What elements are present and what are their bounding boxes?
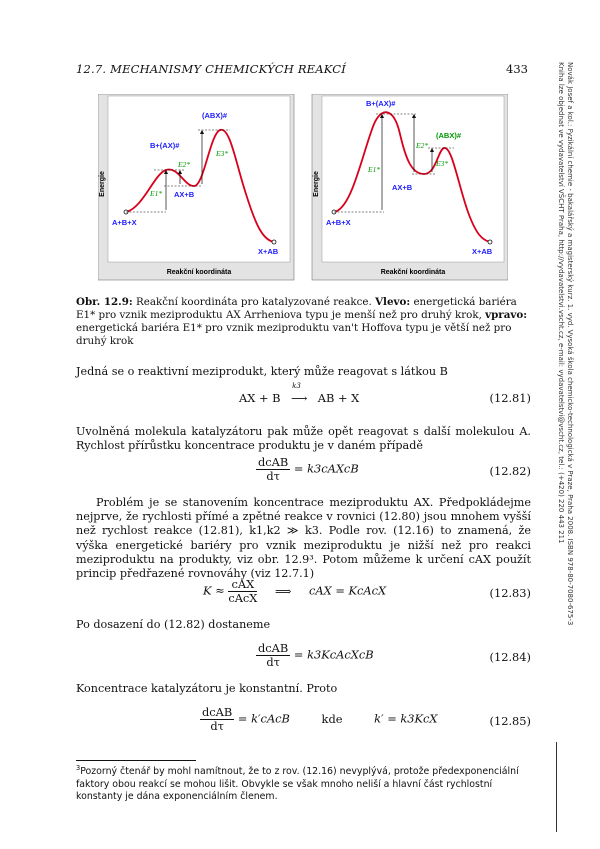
eq83-numerator: cAX <box>228 578 257 592</box>
eq82-denominator: dτ <box>266 469 280 483</box>
right-panel <box>312 94 508 280</box>
paragraph-5: Koncentrace katalyzátoru je konstantní. Proto <box>76 682 338 695</box>
caption-vlevo: Vlevo: <box>375 296 411 308</box>
sidebar-text <box>556 62 574 625</box>
eq82-number: (12.82) <box>489 464 531 478</box>
eq81-rhs: AB + X <box>317 391 360 405</box>
caption-label: Obr. 12.9: <box>76 296 133 308</box>
eq82-numerator: dcAB <box>258 455 289 469</box>
paragraph-4: Po dosazení do (12.82) dostaneme <box>76 618 271 631</box>
footnote-text: Pozorný čtenář by mohl namítnout, že to z rov. (12.16) nevyplývá, protože předexponenciální faktory obou reakcí se mohou lišit. Obvykle se však mnoho neliší a hlavní část rychlostní konstanty je dána exponenciálním členem. <box>76 766 519 802</box>
eq85-numerator: dcAB <box>202 705 233 719</box>
footnote <box>76 762 531 803</box>
paragraph-3: Problém je se stanovením koncentrace meziproduktu AX. Předpokládejme nejprve, že rychlosti přímé a zpětné reakce v rovnici (12.80) jsou mnohem vyšší než rychlost reakce (12.81), k1,k2 ≫ k3. Podle rov. (12.16) to znamená, že výška energetické bariéry pro vznik meziproduktu je nižší než pro reakci meziproduktu na produkty, viz obr. 12.9³. Potom můžeme k určení cAX použít princip předřazené rovnováhy (viz 12.7.1) <box>76 496 531 581</box>
left-panel <box>98 94 294 280</box>
sidebar-rule <box>556 742 557 832</box>
figure-caption <box>76 296 530 348</box>
equation-12-85 <box>76 706 531 736</box>
right-label-ts2: (ABX)# <box>436 131 462 140</box>
left-label-products: X+AB <box>258 247 279 256</box>
footnote-mark: 3 <box>76 764 81 772</box>
eq85-rhs2: k′ = k3KcX <box>374 711 438 726</box>
paragraph-2: Uvolněná molekula katalyzátoru pak může opět reagovat s další molekulou A. Rychlost přírůstku koncentrace produktu je v daném případě <box>76 425 531 453</box>
equation-12-82 <box>76 456 531 486</box>
eq85-number: (12.85) <box>489 714 531 728</box>
right-label-products: X+AB <box>472 247 493 256</box>
eq84-numerator: dcAB <box>258 641 289 655</box>
eq84-rhs: = k3KcAcXcB <box>293 647 374 662</box>
eq85-rhs: = k′cAcB <box>237 711 290 726</box>
left-label-ts2: (ABX)# <box>202 111 228 120</box>
right-label-reactants: A+B+X <box>326 218 351 227</box>
reaction-coordinate-diagrams <box>98 94 508 284</box>
right-y-axis-label: Energie <box>313 171 320 197</box>
eq83-implies: ⟹ <box>275 583 292 598</box>
eq85-denominator: dτ <box>210 719 224 733</box>
footnote-rule <box>76 760 196 761</box>
eq83-number: (12.83) <box>489 586 531 600</box>
page-number: 433 <box>506 62 528 76</box>
paragraph-1: Jedná se o reaktivní meziprodukt, který může reagovat s látkou B <box>76 365 448 378</box>
left-label-ts1: B+(AX)# <box>150 141 180 150</box>
caption-text-2: energetická bariéra E1* pro vznik meziproduktu AX Arrheniova typu je menší než pro druhý krok, <box>76 296 517 321</box>
eq81-rate-constant: k3 <box>292 382 301 390</box>
sidebar-line-2: Kniha lze objednat ve vydavatelství VŠCHT Praha, http://vydavatelstvi.vscht.cz, e-mail: vydavatelstvi@vscht.cz, tel.: (+420) 220 443 211 <box>557 62 565 544</box>
eq85-kde: kde <box>321 711 343 726</box>
eq81-number: (12.81) <box>489 391 531 405</box>
left-label-e1: E1* <box>150 189 163 198</box>
eq84-denominator: dτ <box>266 655 280 669</box>
left-label-e2: E2* <box>178 160 191 169</box>
equation-12-83 <box>76 578 531 608</box>
eq83-denominator: cAcX <box>228 591 258 605</box>
eq82-rhs: = k3cAXcB <box>293 461 359 476</box>
right-label-e1: E1* <box>368 165 381 174</box>
equation-12-81: AX + B k3 ⟶ AB + X (12.81) <box>239 382 531 405</box>
sidebar-line-1: Novák Josef a kol.: Fyzikální chemie - bakalářský a magisterský kurz. 1. vyd. Vysoká škola chemicko-technologická v Praze, Praha 2008. ISBN 978-80-7080-675-3 <box>566 62 574 626</box>
right-label-intermediate: AX+B <box>392 183 413 192</box>
caption-text-3: energetická bariéra E1* pro vznik meziproduktu van't Hoffova typu je větší než pro druhý krok <box>76 322 512 347</box>
left-label-e3: E3* <box>216 149 229 158</box>
right-label-ts1: B+(AX)# <box>366 99 396 108</box>
left-y-axis-label: Energie <box>99 171 106 197</box>
running-header: 12.7. MECHANISMY CHEMICKÝCH REAKCÍ <box>76 62 347 76</box>
right-label-e2: E2* <box>416 141 429 150</box>
eq81-lhs: AX + B <box>239 391 281 405</box>
caption-vpravo: vpravo: <box>485 309 528 321</box>
eq83-rhs: cAX = KcAcX <box>309 583 387 598</box>
equation-12-84 <box>76 642 531 672</box>
right-x-axis-label: Reakční koordináta <box>380 269 446 276</box>
figure-12-9 <box>98 94 508 284</box>
left-label-reactants: A+B+X <box>112 218 137 227</box>
right-label-e3: E3* <box>436 159 449 168</box>
left-x-axis-label: Reakční koordináta <box>166 269 232 276</box>
eq83-lhs: K ≈ <box>203 583 225 598</box>
left-label-intermediate: AX+B <box>174 190 195 199</box>
caption-text-1: Reakční koordináta pro katalyzované reakce. <box>132 296 376 308</box>
copyright-sidebar <box>556 62 574 762</box>
eq84-number: (12.84) <box>489 650 531 664</box>
